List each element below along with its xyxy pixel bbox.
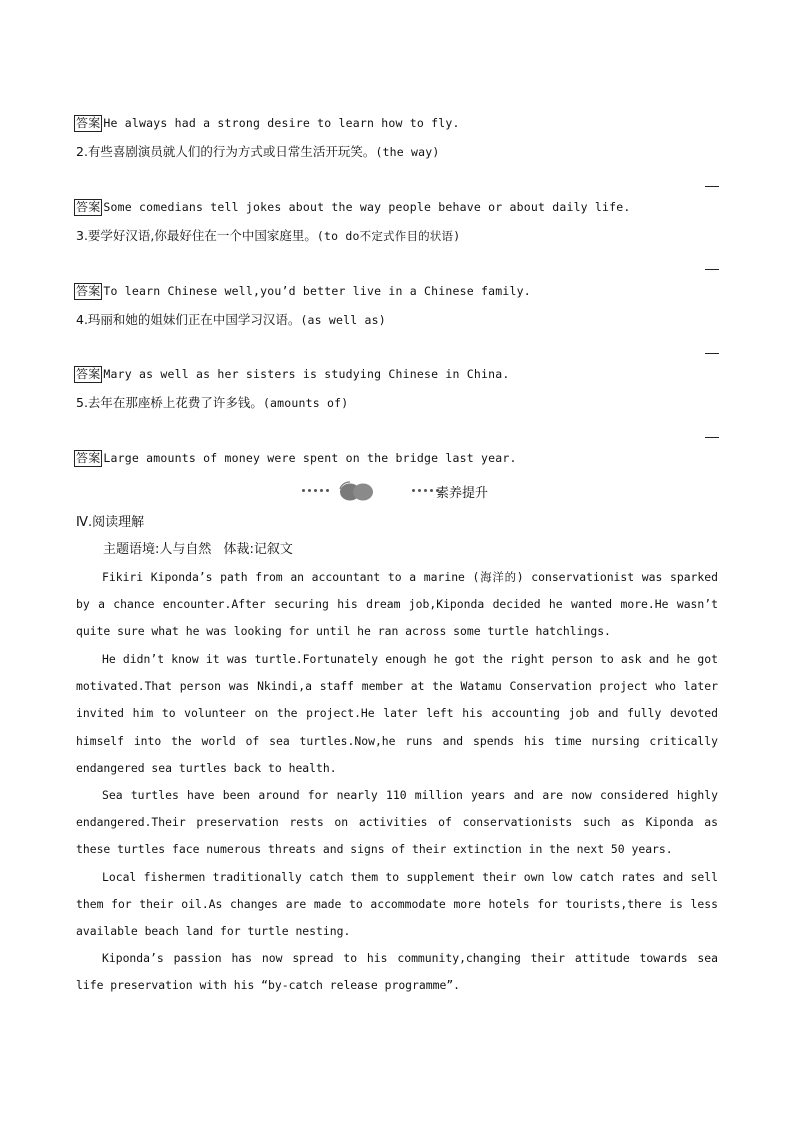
reading-paragraph-1	[76, 564, 718, 646]
answer-1	[74, 115, 460, 132]
section-banner-label: 素养提升	[436, 486, 489, 501]
answer-tag: 答案	[76, 200, 101, 214]
question-3-text: 3.要学好汉语,你最好住在一个中国家庭里。	[76, 228, 317, 243]
question-5-hint: (amounts of)	[262, 396, 349, 410]
answer-5	[74, 450, 517, 467]
answer-1-text: He always had a strong desire to learn how to fly.	[103, 116, 460, 130]
answer-5-text: Large amounts of money were spent on the bridge last year.	[103, 451, 517, 465]
reading-paragraph-5-text: Kiponda’s passion has now spread to his community,changing their attitude towards sea life preservation with his “by-catch release programme”.	[76, 951, 718, 993]
reading-subheading: 主题语境:人与自然 体裁:记叙文	[103, 542, 293, 557]
dots-decoration-right	[412, 489, 439, 493]
reading-paragraph-3	[76, 782, 718, 864]
double-circle-icon	[334, 480, 376, 502]
answer-4	[74, 366, 509, 383]
answer-tag: 答案	[76, 116, 101, 130]
answer-blank-line	[705, 437, 719, 438]
reading-paragraph-3-text: Sea turtles have been around for nearly 110 million years and are now considered highly endangered.Their preservation rests on activities of conservationists such as Kiponda as these turtles face numerous threats and signs of their extinction in the next 50 years.	[76, 788, 718, 857]
question-3-hint: (to do不定式作目的状语)	[316, 229, 461, 243]
answer-3	[74, 283, 531, 300]
question-5-text: 5.去年在那座桥上花费了许多钱。	[76, 395, 263, 410]
reading-heading: Ⅳ.阅读理解	[76, 515, 145, 530]
answer-blank-line	[705, 269, 719, 270]
answer-tag: 答案	[76, 451, 101, 465]
answer-2-text: Some comedians tell jokes about the way people behave or about daily life.	[103, 200, 631, 214]
answer-tag: 答案	[76, 284, 101, 298]
answer-blank-line	[705, 186, 719, 187]
answer-4-text: Mary as well as her sisters is studying Chinese in China.	[103, 367, 510, 381]
question-5	[76, 395, 720, 411]
reading-paragraph-4	[76, 864, 718, 946]
reading-paragraph-2	[76, 646, 718, 782]
reading-paragraph-1-text: Fikiri Kiponda’s path from an accountant to a marine (海洋的) conservationist was sparked by a chance encounter.After securing his dream job,Kiponda decided he wanted more.He wasn’t quite sure what he was looking for until he ran across some turtle hatchlings.	[76, 570, 718, 639]
reading-paragraph-5	[76, 945, 718, 999]
question-3	[76, 228, 720, 244]
question-4-text: 4.玛丽和她的姐妹们正在中国学习汉语。	[76, 312, 301, 327]
reading-paragraph-2-text: He didn’t know it was turtle.Fortunately enough he got the right person to ask and he got motivated.That person was Nkindi,a staff member at the Watamu Conservation project who later invited him to volunteer on the project.He later left his accounting job and fully devoted himself into the world of sea turtles.Now,he runs and spends his time nursing critically endangered sea turtles back to health.	[76, 652, 718, 775]
question-4	[76, 312, 720, 328]
question-2-hint: (the way)	[375, 145, 440, 159]
section-banner	[298, 478, 518, 504]
answer-2	[74, 199, 631, 216]
question-2	[76, 144, 720, 160]
question-2-text: 2.有些喜剧演员就人们的行为方式或日常生活开玩笑。	[76, 144, 376, 159]
answer-blank-line	[705, 353, 719, 354]
answer-tag: 答案	[76, 367, 101, 381]
question-4-hint: (as well as)	[300, 313, 386, 327]
answer-3-text: To learn Chinese well,you’d better live in a Chinese family.	[103, 284, 531, 298]
dots-decoration-left	[302, 489, 329, 493]
reading-paragraph-4-text: Local fishermen traditionally catch them to supplement their own low catch rates and sell them for their oil.As changes are made to accommodate more hotels for tourists,there is less available beach land for turtle nesting.	[76, 870, 718, 939]
